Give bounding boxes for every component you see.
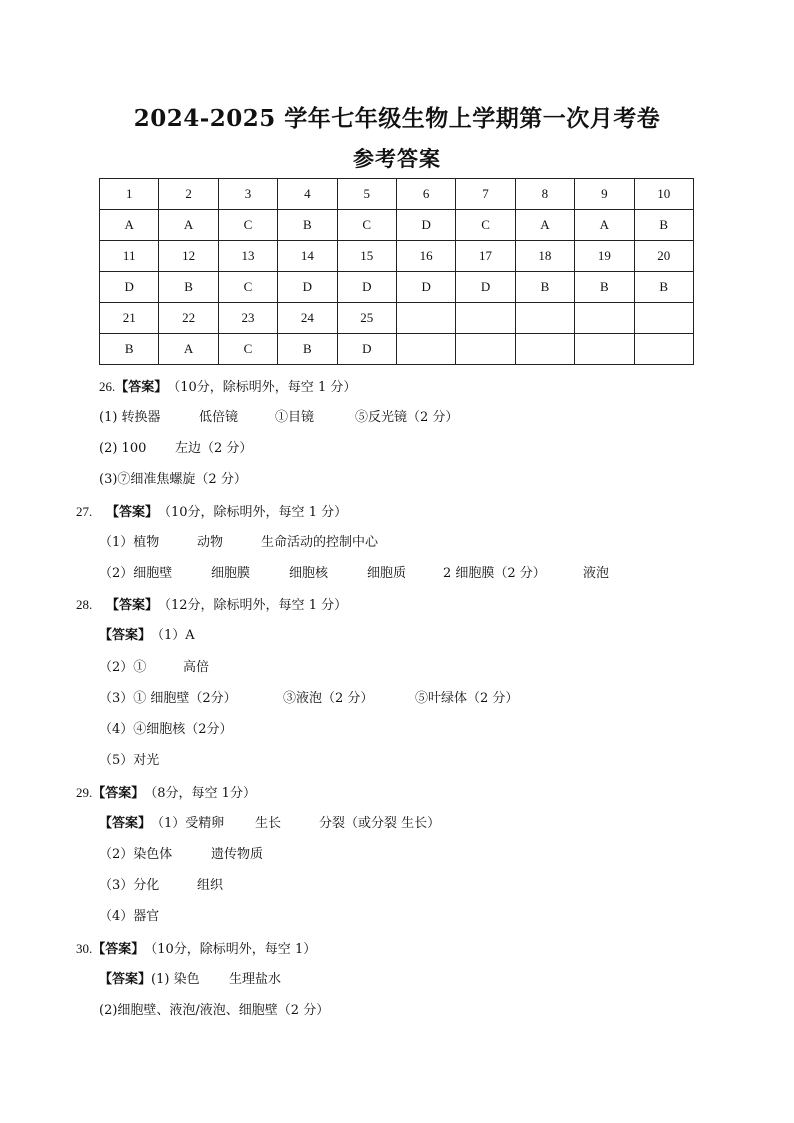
- q29-l1-item-3: 分裂（或分裂 生长）: [319, 816, 441, 831]
- q27-l2-item-6: 液泡: [583, 566, 610, 581]
- q30-l1-answer-tag: 【答案】: [99, 972, 152, 987]
- answer-table-row: [100, 179, 694, 210]
- q27-l2-item-1: （2）细胞壁: [99, 566, 173, 581]
- answer-letter-cell: B: [278, 210, 337, 241]
- q29-answer-tag: 【答案】: [92, 786, 145, 801]
- q29-l3-item-1: （3）分化: [99, 878, 160, 893]
- question-number-cell: [575, 303, 634, 334]
- q27-l2-item-2: 细胞膜: [211, 566, 251, 581]
- question-number-cell: [396, 303, 455, 334]
- q26-score-note: （10分，除标明外，每空 1 分）: [167, 380, 357, 395]
- q26-line-3: [99, 471, 247, 489]
- q26-l3-item-1: (3)⑦细准焦螺旋（2 分）: [99, 472, 247, 487]
- question-number-cell: [515, 303, 574, 334]
- q26-l1-item-3: ①目镜: [275, 410, 315, 425]
- q28-l4-item-1: （4）④细胞核（2分）: [99, 722, 233, 737]
- question-number-cell: 7: [456, 179, 515, 210]
- q28-l1-item-1: （1）A: [151, 628, 195, 643]
- question-number-cell: 14: [278, 241, 337, 272]
- q28-l1-answer-tag: 【答案】: [99, 628, 152, 643]
- q28-l2-item-2: 高倍: [183, 660, 210, 675]
- question-number-cell: 13: [218, 241, 277, 272]
- q27-l2-item-4: 细胞质: [367, 566, 407, 581]
- q27-line-2: [99, 565, 609, 583]
- q29-heading: [76, 784, 256, 803]
- q29-line-3: [99, 877, 223, 895]
- question-number-cell: 1: [100, 179, 159, 210]
- q29-line-4: [99, 908, 159, 926]
- q27-l1-item-3: 生命活动的控制中心: [261, 535, 379, 550]
- answer-letter-cell: [396, 334, 455, 365]
- q28-line-3: [99, 690, 518, 708]
- q28-answer-tag: 【答案】: [106, 598, 159, 613]
- answer-letter-cell: D: [456, 272, 515, 303]
- q29-number: 29.: [76, 785, 93, 800]
- q28-score-note: （12分，除标明外，每空 1 分）: [158, 598, 348, 613]
- q30-line-2: [99, 1002, 329, 1020]
- q26-l1-item-1: (1) 转换器: [99, 410, 161, 425]
- question-number-cell: 10: [634, 179, 693, 210]
- q30-l2-item-1: (2)细胞壁、液泡/液泡、细胞壁（2 分）: [99, 1003, 330, 1018]
- q29-l3-item-2: 组织: [197, 878, 224, 893]
- answer-table-row: [100, 241, 694, 272]
- answer-letter-cell: B: [575, 272, 634, 303]
- answer-letter-cell: D: [396, 272, 455, 303]
- q26-l2-item-1: (2) 100: [99, 441, 147, 456]
- answer-letter-cell: C: [218, 272, 277, 303]
- answer-letter-cell: [456, 334, 515, 365]
- q28-heading: [76, 596, 347, 615]
- answer-letter-cell: A: [159, 210, 218, 241]
- q26-line-1: [99, 409, 458, 427]
- q29-l1-item-2: 生长: [255, 816, 282, 831]
- q29-line-2: [99, 846, 263, 864]
- question-number-cell: 3: [218, 179, 277, 210]
- q26-answer-tag: 【答案】: [115, 380, 168, 395]
- q27-l1-item-2: 动物: [197, 535, 224, 550]
- q28-l5-item-1: （5）对光: [99, 753, 160, 768]
- answer-letter-cell: A: [515, 210, 574, 241]
- q27-l2-item-5: 2 细胞膜（2 分）: [443, 566, 546, 581]
- question-number-cell: 23: [218, 303, 277, 334]
- question-number-cell: 6: [396, 179, 455, 210]
- q28-l3-item-3: ⑤叶绿体（2 分）: [415, 691, 519, 706]
- q26-l1-item-4: ⑤反光镜（2 分）: [355, 410, 459, 425]
- q29-l4-item-1: （4）器官: [99, 909, 160, 924]
- question-number-cell: 20: [634, 241, 693, 272]
- question-number-cell: 12: [159, 241, 218, 272]
- answer-letter-cell: B: [634, 210, 693, 241]
- answer-letter-cell: B: [100, 334, 159, 365]
- answer-table-row: [100, 303, 694, 334]
- q29-line-1: [99, 815, 440, 833]
- q28-l3-item-1: （3）① 细胞壁（2分）: [99, 691, 237, 706]
- question-number-cell: 11: [100, 241, 159, 272]
- q30-l1-item-1: (1) 染色: [151, 972, 200, 987]
- question-number-cell: [456, 303, 515, 334]
- question-number-cell: 5: [337, 179, 396, 210]
- answer-letter-cell: D: [396, 210, 455, 241]
- answer-table-row: [100, 272, 694, 303]
- page-title: 2024-2025 学年七年级生物上学期第一次月考卷: [133, 105, 661, 132]
- q28-l2-item-1: （2）①: [99, 660, 147, 675]
- question-number-cell: 9: [575, 179, 634, 210]
- q26-l2-item-2: 左边（2 分）: [175, 441, 253, 456]
- q30-heading: [76, 940, 316, 959]
- answer-letter-cell: D: [337, 334, 396, 365]
- q29-l1-answer-tag: 【答案】: [99, 816, 152, 831]
- question-number-cell: 25: [337, 303, 396, 334]
- q30-answer-tag: 【答案】: [92, 942, 145, 957]
- answer-letter-cell: C: [218, 210, 277, 241]
- q30-score-note: （10分，除标明外，每空 1）: [144, 942, 317, 957]
- q30-l1-item-2: 生理盐水: [229, 972, 282, 987]
- q27-l1-item-1: （1）植物: [99, 535, 160, 550]
- answer-letter-cell: D: [100, 272, 159, 303]
- q28-l3-item-2: ③液泡（2 分）: [283, 691, 374, 706]
- answer-letter-cell: B: [634, 272, 693, 303]
- answer-letter-cell: C: [456, 210, 515, 241]
- question-number-cell: 8: [515, 179, 574, 210]
- q28-line-2: [99, 659, 209, 677]
- question-number-cell: 16: [396, 241, 455, 272]
- answer-letter-cell: [634, 334, 693, 365]
- answer-letter-cell: A: [575, 210, 634, 241]
- q28-line-1: [99, 627, 195, 645]
- q27-line-1: [99, 534, 378, 552]
- answer-table-row: [100, 334, 694, 365]
- answer-letter-cell: A: [159, 334, 218, 365]
- q28-number: 28.: [76, 597, 93, 612]
- page-subtitle: 参考答案: [353, 146, 441, 171]
- answer-letter-cell: D: [337, 272, 396, 303]
- q28-line-4: [99, 721, 233, 739]
- answer-letter-cell: A: [100, 210, 159, 241]
- answer-table: [99, 178, 694, 365]
- answer-letter-cell: D: [278, 272, 337, 303]
- question-number-cell: 22: [159, 303, 218, 334]
- q29-score-note: （8分，每空 1分）: [144, 786, 256, 801]
- q26-l1-item-2: 低倍镜: [199, 410, 239, 425]
- answer-letter-cell: [575, 334, 634, 365]
- answer-letter-cell: B: [515, 272, 574, 303]
- q27-number: 27.: [76, 504, 93, 519]
- question-number-cell: 18: [515, 241, 574, 272]
- answer-table-row: [100, 210, 694, 241]
- question-number-cell: 15: [337, 241, 396, 272]
- q28-line-5: [99, 752, 159, 770]
- question-number-cell: 19: [575, 241, 634, 272]
- q29-l1-item-1: （1）受精卵: [151, 816, 225, 831]
- question-number-cell: 17: [456, 241, 515, 272]
- q27-score-note: （10分，除标明外，每空 1 分）: [158, 505, 348, 520]
- question-number-cell: 24: [278, 303, 337, 334]
- answer-letter-cell: C: [337, 210, 396, 241]
- q30-line-1: [99, 971, 281, 989]
- q29-l2-item-2: 遗传物质: [211, 847, 264, 862]
- q27-l2-item-3: 细胞核: [289, 566, 329, 581]
- question-number-cell: 21: [100, 303, 159, 334]
- question-number-cell: [634, 303, 693, 334]
- answer-letter-cell: [515, 334, 574, 365]
- q27-heading: [76, 503, 347, 522]
- answer-letter-cell: B: [159, 272, 218, 303]
- question-number-cell: 4: [278, 179, 337, 210]
- q26-heading: [99, 378, 356, 397]
- answer-letter-cell: C: [218, 334, 277, 365]
- q29-l2-item-1: （2）染色体: [99, 847, 173, 862]
- question-number-cell: 2: [159, 179, 218, 210]
- q26-number: 26.: [99, 379, 116, 394]
- q26-line-2: [99, 440, 252, 458]
- q27-answer-tag: 【答案】: [106, 505, 159, 520]
- q30-number: 30.: [76, 941, 93, 956]
- answer-letter-cell: B: [278, 334, 337, 365]
